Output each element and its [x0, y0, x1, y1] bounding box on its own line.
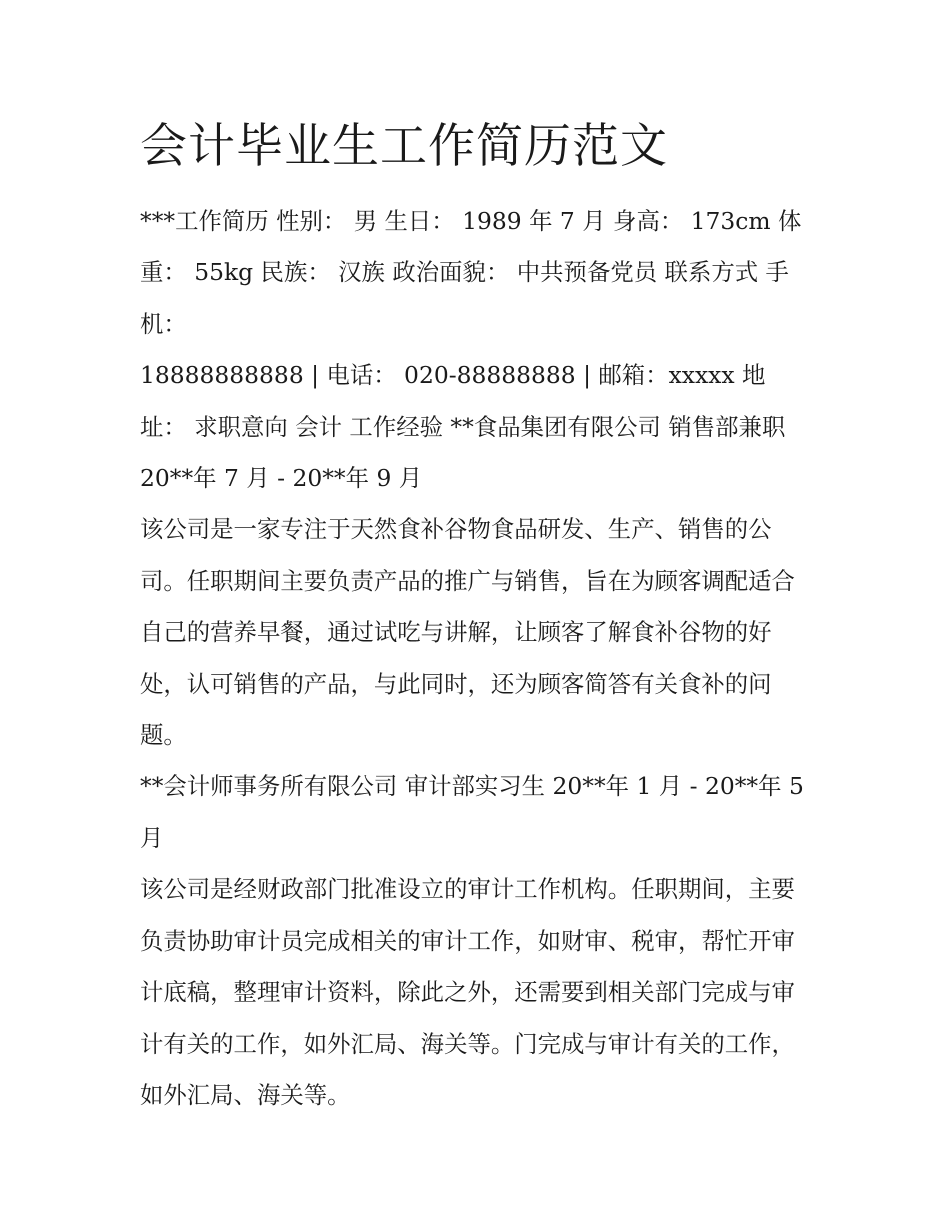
document-title: 会计毕业生工作简历范文	[140, 119, 668, 174]
personal-info-paragraph: ***工作简历 性别： 男 生日： 1989 年 7 月 身高： 173cm 体重： 55kg 民族： 汉族 政治面貌： 中共预备党员 联系方式 手机：	[140, 207, 802, 338]
contact-info-paragraph: 18888888888 | 电话： 020-88888888 | 邮箱：xxxxx 地址： 求职意向 会计 工作经验 **食品集团有限公司 销售部兼职	[140, 361, 786, 441]
job2-heading: **会计师事务所有限公司 审计部实习生 20**年 1 月 - 20**年 5 月	[140, 772, 804, 852]
job1-description: 该公司是一家专注于天然食补谷物食品研发、生产、销售的公司。任职期间主要负责产品的推广与销售，旨在为顾客调配适合自己的营养早餐，通过试吃与讲解，让顾客了解食补谷物的好处，认可销售的产品，与此同时，还为顾客简答有关食补的问题。	[140, 515, 795, 750]
document-page	[140, 118, 812, 1121]
job2-description: 该公司是经财政部门批准设立的审计工作机构。任职期间，主要负责协助审计员完成相关的审计工作，如财审、税审，帮忙开审计底稿，整理审计资料，除此之外，还需要到相关部门完成与审计有关的工作，如外汇局、海关等。门完成与审计有关的工作，如外汇局、海关等。	[140, 875, 795, 1109]
job1-period: 20**年 7 月 - 20**年 9 月	[140, 464, 423, 493]
